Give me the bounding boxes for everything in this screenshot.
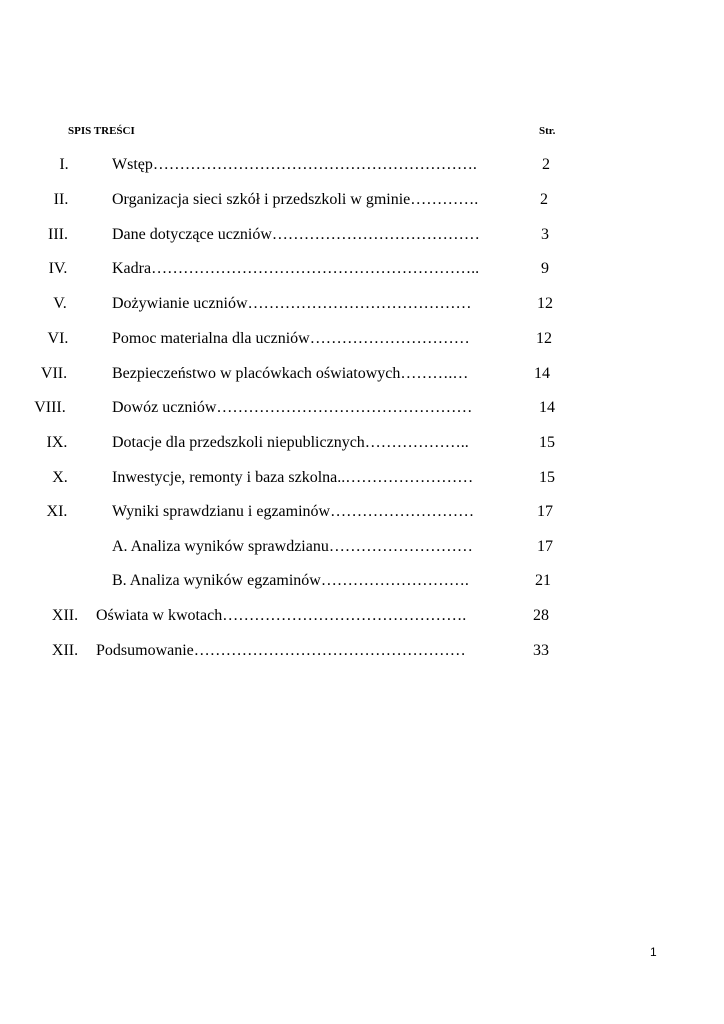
entry-title: Kadra…………………………………………………….. xyxy=(112,260,480,277)
entry-title: Dożywianie uczniów…………………………………… xyxy=(112,295,472,312)
toc-entry xyxy=(0,327,724,351)
page-column-heading: Str. xyxy=(539,125,556,137)
entry-page: 12 xyxy=(537,295,553,312)
entry-title: B. Analiza wyników egzaminów………………………. xyxy=(112,572,469,589)
toc-entry xyxy=(0,292,724,316)
entry-number: VIII. xyxy=(34,399,66,416)
entry-page: 28 xyxy=(533,607,549,624)
page-number: 1 xyxy=(650,945,657,959)
entry-number: VII. xyxy=(40,365,68,382)
entry-page: 33 xyxy=(533,642,549,659)
entry-page: 14 xyxy=(534,365,550,382)
entry-page: 21 xyxy=(535,572,551,589)
entry-title: Dotacje dla przedszkoli niepublicznych……………….. xyxy=(112,434,469,451)
entry-page: 2 xyxy=(540,191,548,208)
entry-page: 12 xyxy=(536,330,552,347)
toc-entry xyxy=(0,431,724,455)
entry-title: Wstęp……………………………………………………. xyxy=(112,156,477,173)
toc-entry xyxy=(0,466,724,490)
entry-page: 15 xyxy=(539,469,555,486)
entry-number: I. xyxy=(59,156,69,173)
toc-subentry xyxy=(0,535,724,559)
entry-page: 15 xyxy=(539,434,555,451)
entry-number: IX. xyxy=(46,434,68,451)
entry-page: 9 xyxy=(541,260,549,277)
entry-title: Dowóz uczniów………………………………………… xyxy=(112,399,473,416)
toc-entry xyxy=(0,188,724,212)
toc-entry xyxy=(0,500,724,524)
entry-number: XII. xyxy=(51,642,79,659)
toc-entry xyxy=(0,396,724,420)
entry-title: A. Analiza wyników sprawdzianu……………………… xyxy=(112,538,473,555)
entry-page: 2 xyxy=(542,156,550,173)
entry-title: Bezpieczeństwo w placówkach oświatowych……….… xyxy=(112,365,469,382)
toc-entry xyxy=(0,153,724,177)
toc-entry xyxy=(0,257,724,281)
toc-subentry xyxy=(0,569,724,593)
entry-title: Pomoc materialna dla uczniów………………………… xyxy=(112,330,470,347)
entry-number: IV. xyxy=(48,260,68,277)
entry-number: XI. xyxy=(46,503,68,520)
entry-number: X. xyxy=(52,469,68,486)
entry-title: Dane dotyczące uczniów………………………………… xyxy=(112,226,480,243)
entry-title: Wyniki sprawdzianu i egzaminów……………………… xyxy=(112,503,475,520)
toc-entry xyxy=(0,362,724,386)
entry-page: 14 xyxy=(539,399,555,416)
entry-page: 17 xyxy=(537,538,553,555)
entry-number: III. xyxy=(48,226,68,243)
toc-entry xyxy=(0,223,724,247)
entry-page: 3 xyxy=(541,226,549,243)
toc-heading: SPIS TREŚCI xyxy=(68,125,135,137)
entry-page: 17 xyxy=(537,503,553,520)
entry-title: Oświata w kwotach………………………………………. xyxy=(96,607,467,624)
entry-title: Organizacja sieci szkół i przedszkoli w gminie…………. xyxy=(112,191,479,208)
toc-entry xyxy=(0,639,724,663)
entry-number: II. xyxy=(53,191,69,208)
entry-number: XII. xyxy=(51,607,79,624)
entry-title: Inwestycje, remonty i baza szkolna..…………………… xyxy=(112,469,474,486)
entry-number: V. xyxy=(53,295,67,312)
toc-entry xyxy=(0,604,724,628)
entry-number: VI. xyxy=(47,330,69,347)
entry-title: Podsumowanie…………………………………………… xyxy=(96,642,466,659)
